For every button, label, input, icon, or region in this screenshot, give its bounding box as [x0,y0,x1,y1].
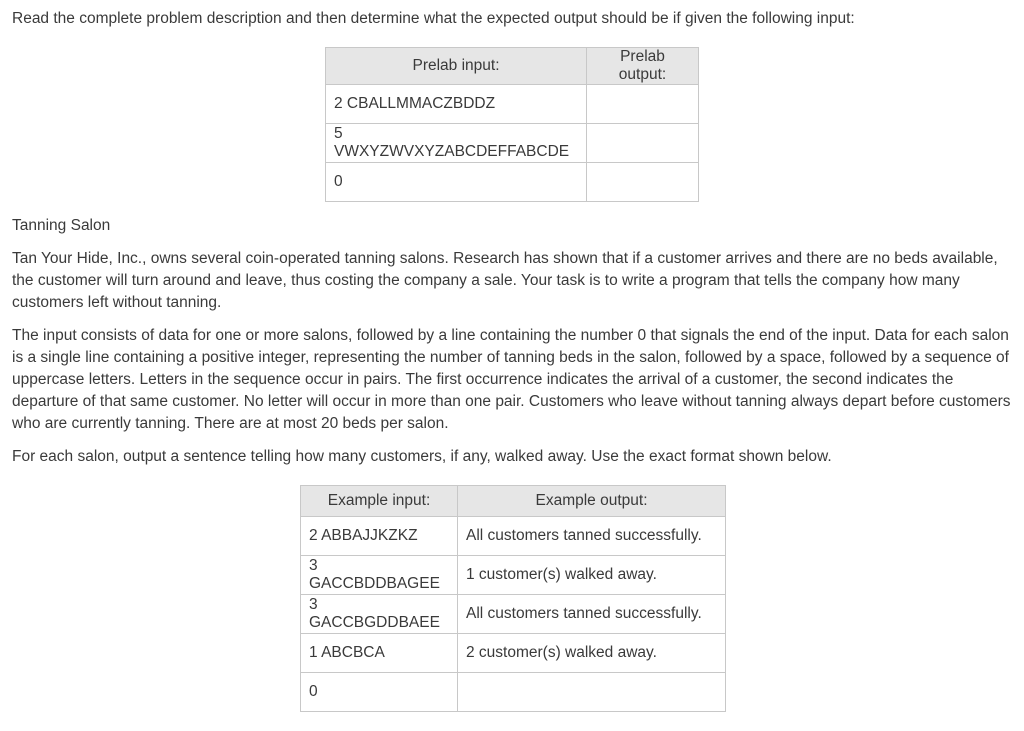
example-output-cell: 1 customer(s) walked away. [458,556,726,595]
table-row [301,556,726,595]
table-row [301,517,726,556]
example-output-cell [458,673,726,712]
input-format-paragraph: The input consists of data for one or more salons, followed by a line containing the number 0 that signals the end of the input. Data for each salon is a single line containing a positive integer, representing the number of tanning beds in the salon, followed by a space, followed by a sequence of uppercase letters. Letters in the sequence occur in pairs. The first occurrence indicates the arrival of a customer, the second indicates the departure of that same customer. No letter will occur in more than one pair. Customers who leave without tanning always depart before customers who are currently tanning. There are at most 20 beds per salon. [12,327,1011,432]
prelab-output-header: Prelab output: [587,48,699,85]
table-row [326,163,699,202]
prelab-input-cell: 0 [326,163,587,202]
prelab-output-cell [587,124,699,163]
section-title: Tanning Salon [12,217,111,234]
output-format-paragraph: For each salon, output a sentence telling how many customers, if any, walked away. Use the exact format shown below. [12,448,832,465]
example-header-row [301,486,726,517]
table-row [326,85,699,124]
example-input-cell: 2 ABBAJJKZKZ [301,517,458,556]
example-table [300,485,726,712]
table-row [326,124,699,163]
table-row [301,595,726,634]
example-input-header: Example input: [301,486,458,517]
prelab-input-cell: 2 CBALLMMACZBDDZ [326,85,587,124]
problem-page [12,8,1016,700]
example-output-cell: 2 customer(s) walked away. [458,634,726,673]
prelab-input-header: Prelab input: [326,48,587,85]
example-output-header: Example output: [458,486,726,517]
intro-text: Read the complete problem description and then determine what the expected output should be if given the following input: [12,10,855,27]
example-input-cell: 0 [301,673,458,712]
example-input-cell: 3 GACCBDDBAGEE [301,556,458,595]
example-output-cell: All customers tanned successfully. [458,517,726,556]
prelab-output-cell [587,85,699,124]
prelab-input-cell: 5 VWXYZWVXYZABCDEFFABCDE [326,124,587,163]
prelab-header-row [326,48,699,85]
prelab-output-cell [587,163,699,202]
description-paragraph: Tan Your Hide, Inc., owns several coin-operated tanning salons. Research has shown that if a customer arrives and there are no beds available, the customer will turn around and leave, thus costing the company a sale. Your task is to write a program that tells the company how many customers left without tanning. [12,250,998,311]
prelab-table [325,47,699,202]
table-row [301,634,726,673]
example-input-cell: 3 GACCBGDDBAEE [301,595,458,634]
example-input-cell: 1 ABCBCA [301,634,458,673]
table-row [301,673,726,712]
example-output-cell: All customers tanned successfully. [458,595,726,634]
